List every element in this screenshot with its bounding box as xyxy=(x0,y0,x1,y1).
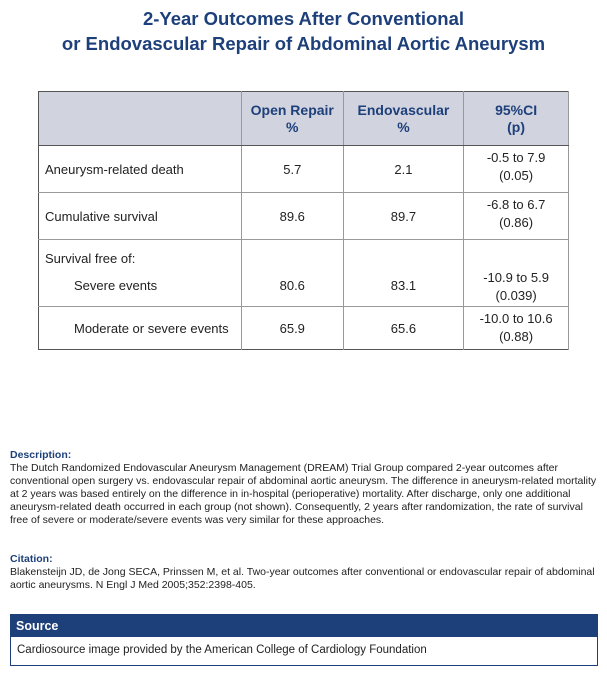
description-text: The Dutch Randomized Endovascular Aneurysm Management (DREAM) Trial Group compared 2-year outcomes after conventional open surgery vs. endovascular repair of abdominal aortic aneurysm. The difference in aneurysm-related mortality at 2 years was based entirely on the difference in in-hospital (perioperative) mortality. After discharge, only one additional aneurysm-related death occurred in each group (not shown). Consequently, 2 years after randomization, the rate of survival free of severe or moderate/severe events was very similar for these approaches. xyxy=(10,462,597,526)
citation-text: Blakensteijn JD, de Jong SECA, Prinssen M, et al. Two-year outcomes after conventional or endovascular repair of abdominal aortic aneurysms. N Engl J Med 2005;352:2398-405. xyxy=(10,566,595,591)
header-blank xyxy=(39,92,242,146)
empty-cell xyxy=(343,240,463,266)
table-header-row xyxy=(39,92,569,146)
title-line-1: 2-Year Outcomes After Conventional xyxy=(142,8,465,29)
p-value: (0.05) xyxy=(499,168,534,183)
header-ci xyxy=(464,92,569,146)
header-endovascular-line1: Endovascular xyxy=(357,101,450,118)
header-ci-line1: 95%CI xyxy=(495,101,538,118)
p-value: (0.88) xyxy=(499,329,534,344)
table-row xyxy=(39,266,569,307)
endovascular-value: 89.7 xyxy=(343,193,463,240)
open-repair-value: 80.6 xyxy=(241,266,343,307)
table-row xyxy=(39,307,569,350)
page-title xyxy=(0,6,607,56)
row-label: Severe events xyxy=(39,266,242,307)
table-row xyxy=(39,240,569,266)
ci-cell xyxy=(464,193,569,240)
open-repair-value: 65.9 xyxy=(241,307,343,350)
empty-cell xyxy=(464,240,569,266)
source-heading: Source xyxy=(11,615,597,637)
description-section xyxy=(10,449,600,527)
table-row xyxy=(39,146,569,193)
endovascular-value: 2.1 xyxy=(343,146,463,193)
row-label: Survival free of: xyxy=(39,240,242,266)
endovascular-value: 65.6 xyxy=(343,307,463,350)
citation-section xyxy=(10,553,600,592)
description-heading: Description: xyxy=(10,449,72,461)
citation-heading: Citation: xyxy=(10,553,53,565)
header-open-repair-line1: Open Repair xyxy=(250,101,334,118)
table-row xyxy=(39,193,569,240)
row-label: Moderate or severe events xyxy=(39,307,242,350)
ci-cell xyxy=(464,146,569,193)
header-open-repair-line2: % xyxy=(286,118,299,135)
source-text: Cardiosource image provided by the American College of Cardiology Foundation xyxy=(17,644,427,656)
p-value: (0.039) xyxy=(495,288,537,304)
open-repair-value: 5.7 xyxy=(241,146,343,193)
open-repair-value: 89.6 xyxy=(241,193,343,240)
ci-range: -6.8 to 6.7 xyxy=(486,197,546,212)
ci-cell xyxy=(464,307,569,350)
header-ci-line2: (p) xyxy=(507,118,526,135)
header-endovascular-line2: % xyxy=(397,118,410,135)
ci-range: -10.9 to 5.9 xyxy=(483,270,549,286)
endovascular-value: 83.1 xyxy=(343,266,463,307)
header-endovascular xyxy=(343,92,463,146)
header-open-repair xyxy=(241,92,343,146)
ci-range: -0.5 to 7.9 xyxy=(486,150,546,165)
ci-range: -10.0 to 10.6 xyxy=(479,311,553,326)
row-label: Cumulative survival xyxy=(39,193,242,240)
empty-cell xyxy=(241,240,343,266)
row-label: Aneurysm-related death xyxy=(39,146,242,193)
title-line-2: or Endovascular Repair of Abdominal Aortic Aneurysm xyxy=(61,33,546,54)
ci-cell xyxy=(464,266,569,307)
results-table xyxy=(38,91,569,350)
p-value: (0.86) xyxy=(499,215,534,230)
source-box xyxy=(10,614,598,666)
